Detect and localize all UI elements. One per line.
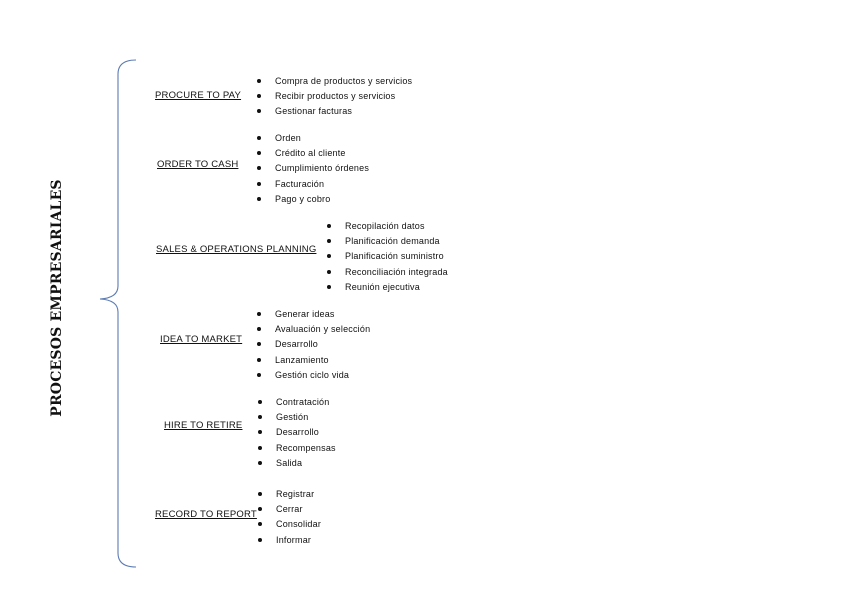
list-item: Recompensas bbox=[257, 441, 336, 456]
list-item: Reunión ejecutiva bbox=[326, 280, 448, 295]
list-item: Planificación suministro bbox=[326, 249, 448, 264]
list-item: Reconciliación integrada bbox=[326, 265, 448, 280]
list-item: Desarrollo bbox=[257, 425, 336, 440]
process-label-record-to-report: RECORD TO REPORT bbox=[155, 509, 257, 520]
list-item: Cumplimiento órdenes bbox=[256, 161, 369, 176]
list-item: Recibir productos y servicios bbox=[256, 89, 412, 104]
list-item: Crédito al cliente bbox=[256, 146, 369, 161]
list-item: Gestionar facturas bbox=[256, 104, 412, 119]
list-item: Planificación demanda bbox=[326, 234, 448, 249]
process-label-order-to-cash: ORDER TO CASH bbox=[157, 159, 239, 170]
process-label-hire-to-retire: HIRE TO RETIRE bbox=[164, 420, 243, 431]
process-items-procure-to-pay bbox=[256, 74, 412, 120]
diagram-title: PROCESOS EMPRESARIALES bbox=[49, 179, 65, 417]
list-item: Gestión bbox=[257, 410, 336, 425]
list-item: Informar bbox=[257, 533, 321, 548]
list-item: Facturación bbox=[256, 177, 369, 192]
process-items-order-to-cash bbox=[256, 131, 369, 207]
process-label-procure-to-pay: PROCURE TO PAY bbox=[155, 90, 242, 101]
list-item: Cerrar bbox=[257, 502, 321, 517]
list-item: Compra de productos y servicios bbox=[256, 74, 412, 89]
list-item: Gestión ciclo vida bbox=[256, 368, 370, 383]
process-label-idea-to-market: IDEA TO MARKET bbox=[160, 334, 243, 345]
list-item: Salida bbox=[257, 456, 336, 471]
process-items-sales-operations-planning bbox=[326, 219, 448, 295]
process-items-idea-to-market bbox=[256, 307, 370, 383]
list-item: Generar ideas bbox=[256, 307, 370, 322]
process-items-record-to-report bbox=[257, 487, 321, 548]
process-items-hire-to-retire bbox=[257, 395, 336, 471]
list-item: Consolidar bbox=[257, 517, 321, 532]
list-item: Avaluación y selección bbox=[256, 322, 370, 337]
list-item: Pago y cobro bbox=[256, 192, 369, 207]
process-label-sales-operations-planning: SALES & OPERATIONS PLANNING bbox=[156, 244, 317, 255]
list-item: Recopilación datos bbox=[326, 219, 448, 234]
list-item: Orden bbox=[256, 131, 369, 146]
list-item: Contratación bbox=[257, 395, 336, 410]
list-item: Lanzamiento bbox=[256, 353, 370, 368]
list-item: Desarrollo bbox=[256, 337, 370, 352]
list-item: Registrar bbox=[257, 487, 321, 502]
